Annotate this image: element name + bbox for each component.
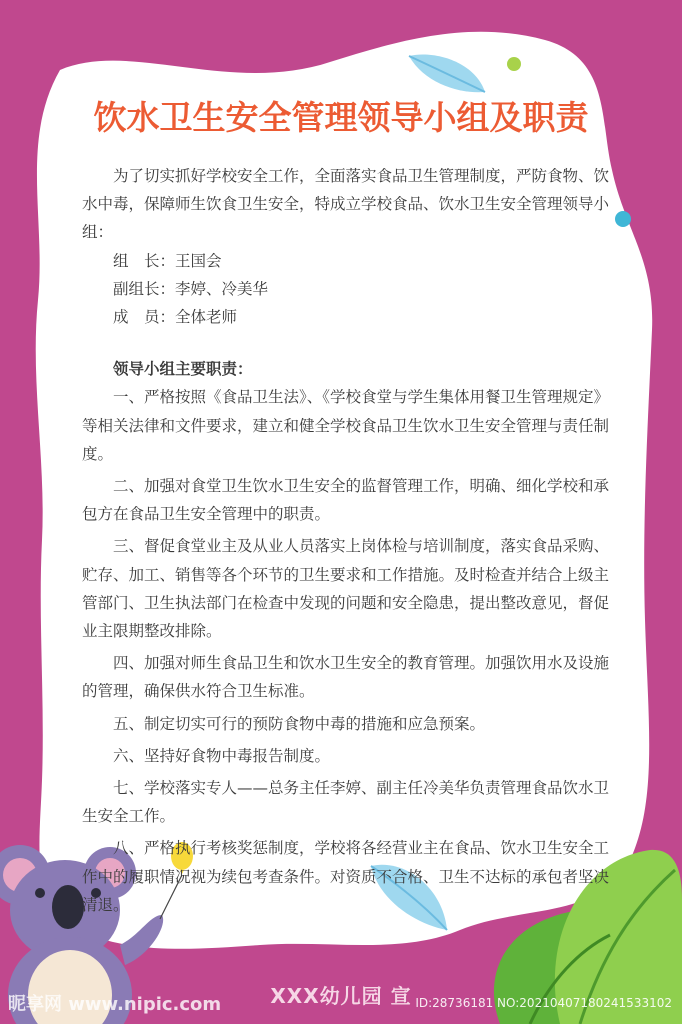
- duty-item: 五、制定切实可行的预防食物中毒的措施和应急预案。: [113, 714, 486, 733]
- duty-item: 三、督促食堂业主及从业人员落实上岗体检与培训制度，落实食品采购、贮存、加工、销售等各个环节的卫生要求和工作措施。及时检查并结合上级主管部门、卫生执法部门在检查中发现的问题和安全隐患，提出整改意见，督促业主限期整改排除。: [82, 537, 610, 641]
- duty-item: 六、坚持好食物中毒报告制度。: [113, 746, 331, 765]
- duty-item: 二、加强对食堂卫生饮水卫生安全的监督管理工作，明确、细化学校和承包方在食品卫生安全管理中的职责。: [82, 477, 610, 524]
- intro-paragraph: 为了切实抓好学校安全工作，全面落实食品卫生管理制度，严防食物、饮水中毒，保障师生饮食卫生安全，特成立学校食品、饮水卫生安全管理领导小组：: [82, 167, 610, 242]
- duty-item: 八、严格执行考核奖惩制度，学校将各经营业主在食品、饮水卫生安全工作中的履职情况视为续包考查条件。对资质不合格、卫生不达标的承包者坚决清退。: [82, 839, 610, 914]
- watermark-id: ID:28736181 NO:20210407180241533102: [415, 996, 672, 1010]
- duties-heading: 领导小组主要职责：: [113, 360, 253, 379]
- duty-item: 四、加强对师生食品卫生和饮水卫生安全的教育管理。加强饮用水及设施的管理，确保供水符合卫生标准。: [82, 654, 610, 701]
- duty-item: 七、学校落实专人——总务主任李婷、副主任冷美华负责管理食品饮水卫生安全工作。: [82, 779, 610, 826]
- page-title: 饮水卫生安全管理领导小组及职责: [93, 98, 589, 137]
- leader-line: 组 长：王国会: [113, 251, 222, 270]
- document-body: [82, 162, 622, 923]
- watermark-left: 昵享网 www.nipic.com: [8, 994, 222, 1015]
- school-signature: XXX幼儿园 宣: [270, 984, 412, 1008]
- deputy-line: 副组长：李婷、冷美华: [113, 279, 269, 298]
- members-line: 成 员：全体老师: [113, 308, 238, 327]
- green-dot-icon: [506, 56, 522, 72]
- duty-item: 一、严格按照《食品卫生法》、《学校食堂与学生集体用餐卫生管理规定》等相关法律和文件要求，建立和健全学校食品卫生饮水卫生安全管理与责任制度。: [82, 388, 610, 463]
